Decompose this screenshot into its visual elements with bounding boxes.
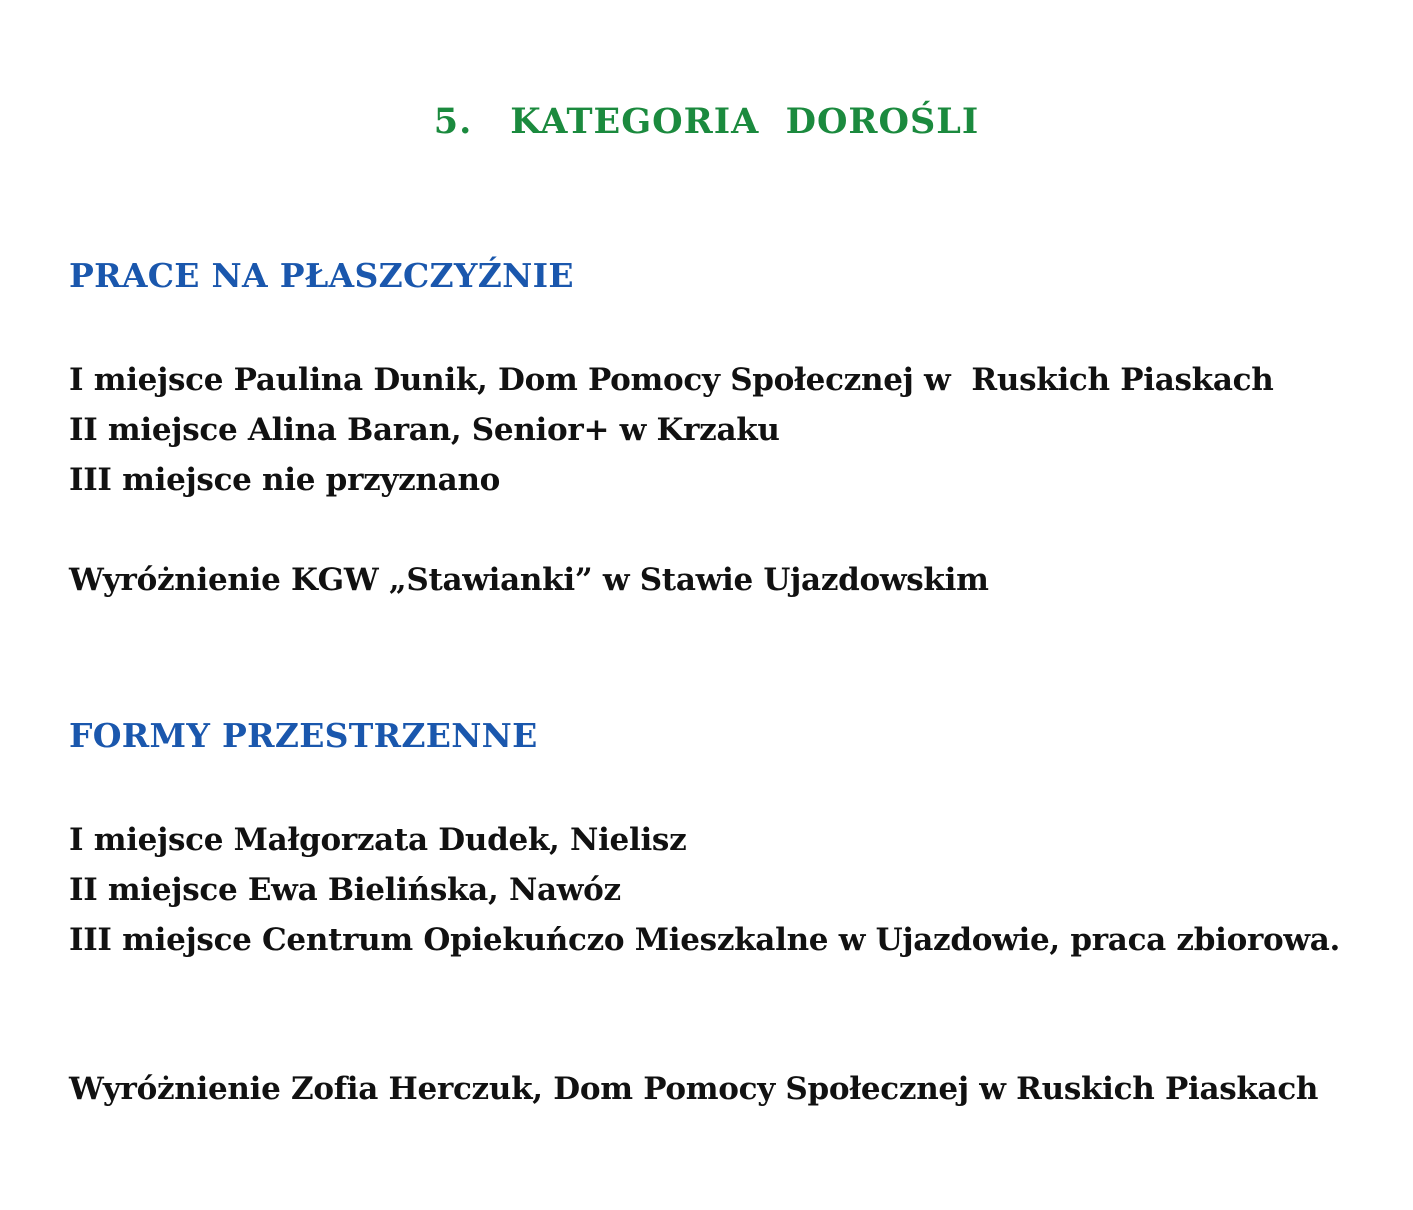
category-title: KATEGORIA DOROŚLI xyxy=(510,101,980,142)
second-place-flat: II miejsce Alina Baran, Senior+ w Krzaku xyxy=(69,412,780,448)
third-place-flat: III miejsce nie przyznano xyxy=(69,462,501,498)
first-place-flat: I miejsce Paulina Dunik, Dom Pomocy Społecznej w Ruskich Piaskach xyxy=(69,362,1274,398)
third-place-spatial: III miejsce Centrum Opiekuńczo Mieszkalne w Ujazdowie, praca zbiorowa. xyxy=(69,922,1341,958)
distinction-spatial: Wyróżnienie Zofia Herczuk, Dom Pomocy Społecznej w Ruskich Piaskach xyxy=(69,1071,1319,1107)
second-place-spatial: II miejsce Ewa Bielińska, Nawóz xyxy=(69,872,621,908)
distinction-flat: Wyróżnienie KGW „Stawianki” w Stawie Ujazdowskim xyxy=(69,562,989,598)
section-heading-spatial-forms: FORMY PRZESTRZENNE xyxy=(69,716,538,755)
page-title xyxy=(0,98,1413,146)
section-heading-flat-works: PRACE NA PŁASZCZYŹNIE xyxy=(69,256,574,295)
category-number: 5. xyxy=(433,101,473,142)
first-place-spatial: I miejsce Małgorzata Dudek, Nielisz xyxy=(69,822,687,858)
